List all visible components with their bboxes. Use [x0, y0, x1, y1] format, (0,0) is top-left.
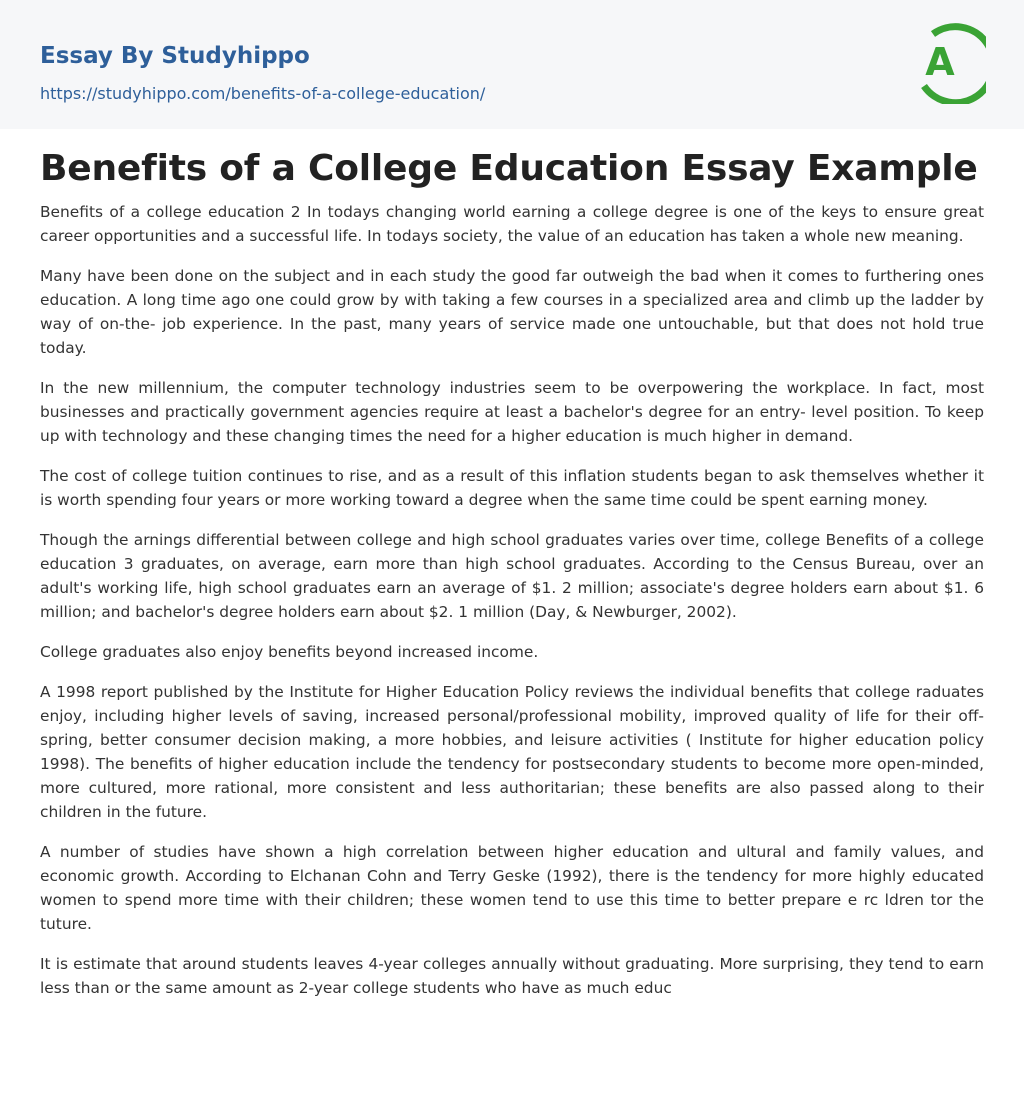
paragraph: Though the arnings differential between college and high school graduates varies over time, college Benefits of a college education 3 graduates, on average, earn more than high school graduates. According to the Census Bureau, over an adult's working life, high school graduates earn an average of $1. 2 million; associate's degree holders earn about $1. 6 million; and bachelor's degree holders earn about $2. 1 million (Day, & Newburger, 2002).	[40, 531, 984, 621]
site-brand[interactable]: Essay By Studyhippo	[40, 43, 310, 69]
paragraph: A number of studies have shown a high correlation between higher education and ultural and family values, and economic growth. According to Elchanan Cohn and Terry Geske (1992), there is the tendency for more highly educated women to spend more time with their children; these women tend to use this time to better prepare e rc ldren tor the tuture.	[40, 843, 984, 933]
paragraph: In the new millennium, the computer technology industries seem to be overpowering the workplace. In fact, most businesses and practically government agencies require at least a bachelor's degree for an entry- level position. To keep up with technology and these changing times the need for a higher education is much higher in demand.	[40, 379, 984, 445]
paragraph: It is estimate that around students leaves 4-year colleges annually without graduating. More surprising, they tend to earn less than or the same amount as 2-year college students who have as much educ	[40, 955, 984, 997]
logo-letter: A	[925, 40, 955, 84]
article-body	[40, 200, 984, 1016]
paragraph: The cost of college tuition continues to rise, and as a result of this inflation students began to ask themselves whether it is worth spending four years or more working toward a degree when the same time could be spent earning money.	[40, 467, 984, 509]
paragraph: College graduates also enjoy benefits beyond increased income.	[40, 643, 539, 661]
paragraph: Many have been done on the subject and in each study the good far outweigh the bad when it comes to furthering ones education. A long time ago one could grow by with taking a few courses in a specialized area and climb up the ladder by way of on-the- job experience. In the past, many years of service made one untouchable, but that does not hold true today.	[40, 267, 984, 357]
essay-url-link[interactable]: https://studyhippo.com/benefits-of-a-college-education/	[40, 84, 486, 103]
paragraph: A 1998 report published by the Institute for Higher Education Policy reviews the individual benefits that college raduates enjoy, including higher levels of saving, increased personal/professional mobility, improved quality of life for their off-spring, better consumer decision making, a more hobbies, and leisure activities ( Institute for higher education policy 1998). The benefits of higher education include the tendency for postsecondary students to become more open-minded, more cultured, more rational, more consistent and less authoritarian; these benefits are also passed along to their children in the future.	[40, 683, 984, 821]
studyhippo-logo-icon[interactable]	[912, 20, 986, 104]
article-title: Benefits of a College Education Essay Example	[40, 148, 978, 189]
paragraph: Benefits of a college education 2 In todays changing world earning a college degree is one of the keys to ensure great career opportunities and a successful life. In todays society, the value of an education has taken a whole new meaning.	[40, 203, 984, 245]
site-header	[0, 0, 1024, 129]
